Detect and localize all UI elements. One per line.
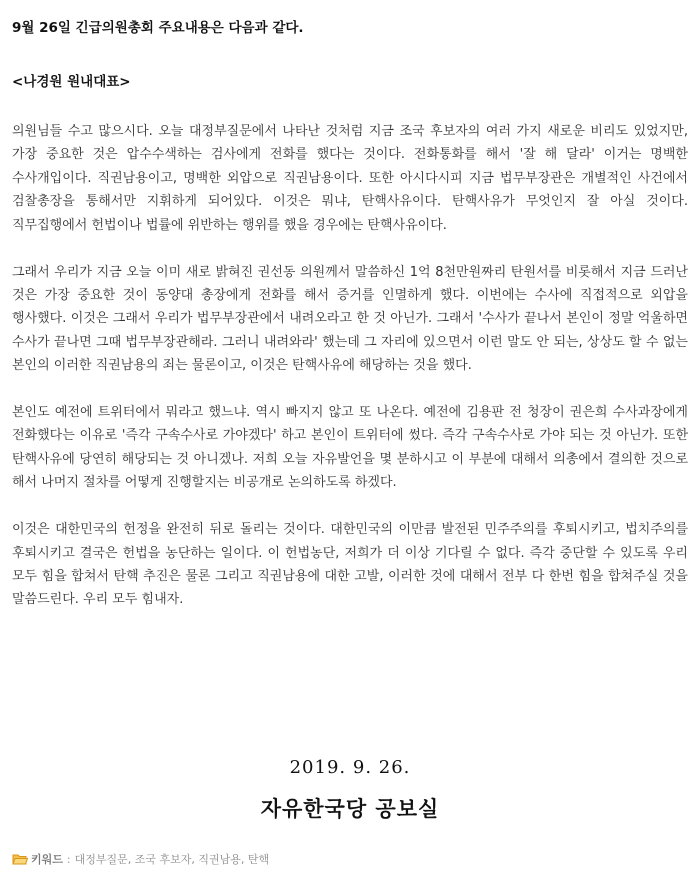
paragraph: 그래서 우리가 지금 오늘 이미 새로 밝혀진 권선동 의원께서 말씀하신 1억 8천만원짜리 탄원서를 비롯해서 지금 드러난 것은 가장 중요한 것이 동양대 총장에게 전화를 해서 증거를 인멸하게 했다. 이번에는 수사에 직접적으로 외압을 행사했다. 이것은 그래서 우리가 법무부장관에서 내려오라고 한 것 아닌가. 그래서 '수사가 끝나서 본인이 정말 억울하면 수사가 끝나면 그때 법무부장관해라. 그러니 내려와라' 했는데 그 자리에 있으면서 이런 말도 안 되는, 상상도 할 수 없는 본인의 이러한 직권남용의 죄는 물론이고, 이것은 탄핵사유에 해당하는 것을 했다. (12, 264, 688, 374)
keyword-list[interactable]: 대정부질문, 조국 후보자, 직권남용, 탄핵 (74, 853, 270, 866)
headline: 9월 26일 긴급의원총회 주요내용은 다음과 같다. (12, 20, 304, 36)
paragraph: 의원님들 수고 많으시다. 오늘 대정부질문에서 나타난 것처럼 지금 조국 후보자의 여러 가지 새로운 비리도 있었지만, 가장 중요한 것은 압수수색하는 검사에게 전화를 했다는 것이다. 전화통화를 해서 '잘 해 달라' 이거는 명백한 수사개입이다. 직권남용이고, 명백한 외압으로 직권남용이다. 또한 아시다시피 지금 법무부장관은 개별적인 사건에서 검찰총장을 통해서만 지휘하게 되어있다. 이것은 뭐냐, 탄핵사유이다. 탄핵사유가 무엇인지 잘 아실 것이다. 직무집행에서 헌법이나 법률에 위반하는 행위를 했을 경우에는 탄핵사유이다. (12, 124, 688, 233)
paragraph: 본인도 예전에 트위터에서 뭐라고 했느냐. 역시 빠지지 않고 또 나온다. 예전에 김용판 전 청장이 권은희 수사과장에게 전화했다는 이유로 '즉각 구속수사로 가야겠다' 하고 본인이 트위터에 썼다. 즉각 구속수사로 가야 되는 것 아닌가. 또한 탄핵사유에 당연히 해당되는 것 아니겠나. 저희 오늘 자유발언을 몇 분하시고 이 부분에 대해서 의총에서 결의한 것으로 해서 나머지 절차를 어떻게 진행할지는 비공개로 논의하도록 하겠다. (12, 405, 688, 491)
paragraph: 이것은 대한민국의 헌정을 완전히 뒤로 돌리는 것이다. 대한민국의 이만큼 발전된 민주주의를 후퇴시키고, 법치주의를 후퇴시키고 결국은 헌법을 농단하는 일이다. 이 헌법농단, 저희가 더 이상 기다릴 수 없다. 즉각 중단할 수 있도록 우리 모두 힘을 합쳐서 탄핵 추진은 물론 그리고 직권남용에 대한 고발, 이러한 것에 대해서 전부 다 한번 힘을 합쳐주실 것을 말씀드린다. 우리 모두 힘내자. (12, 522, 688, 608)
keyword-separator: : (66, 852, 71, 866)
keyword-bar (12, 851, 269, 867)
release-date: 2019. 9. 26. (289, 757, 411, 778)
speaker-label: <나경원 원내대표> (12, 74, 131, 90)
issuer: 자유한국당 공보실 (260, 797, 440, 821)
statement-body (12, 120, 688, 635)
folder-icon (12, 853, 28, 865)
keyword-label: 키워드 (31, 853, 63, 866)
